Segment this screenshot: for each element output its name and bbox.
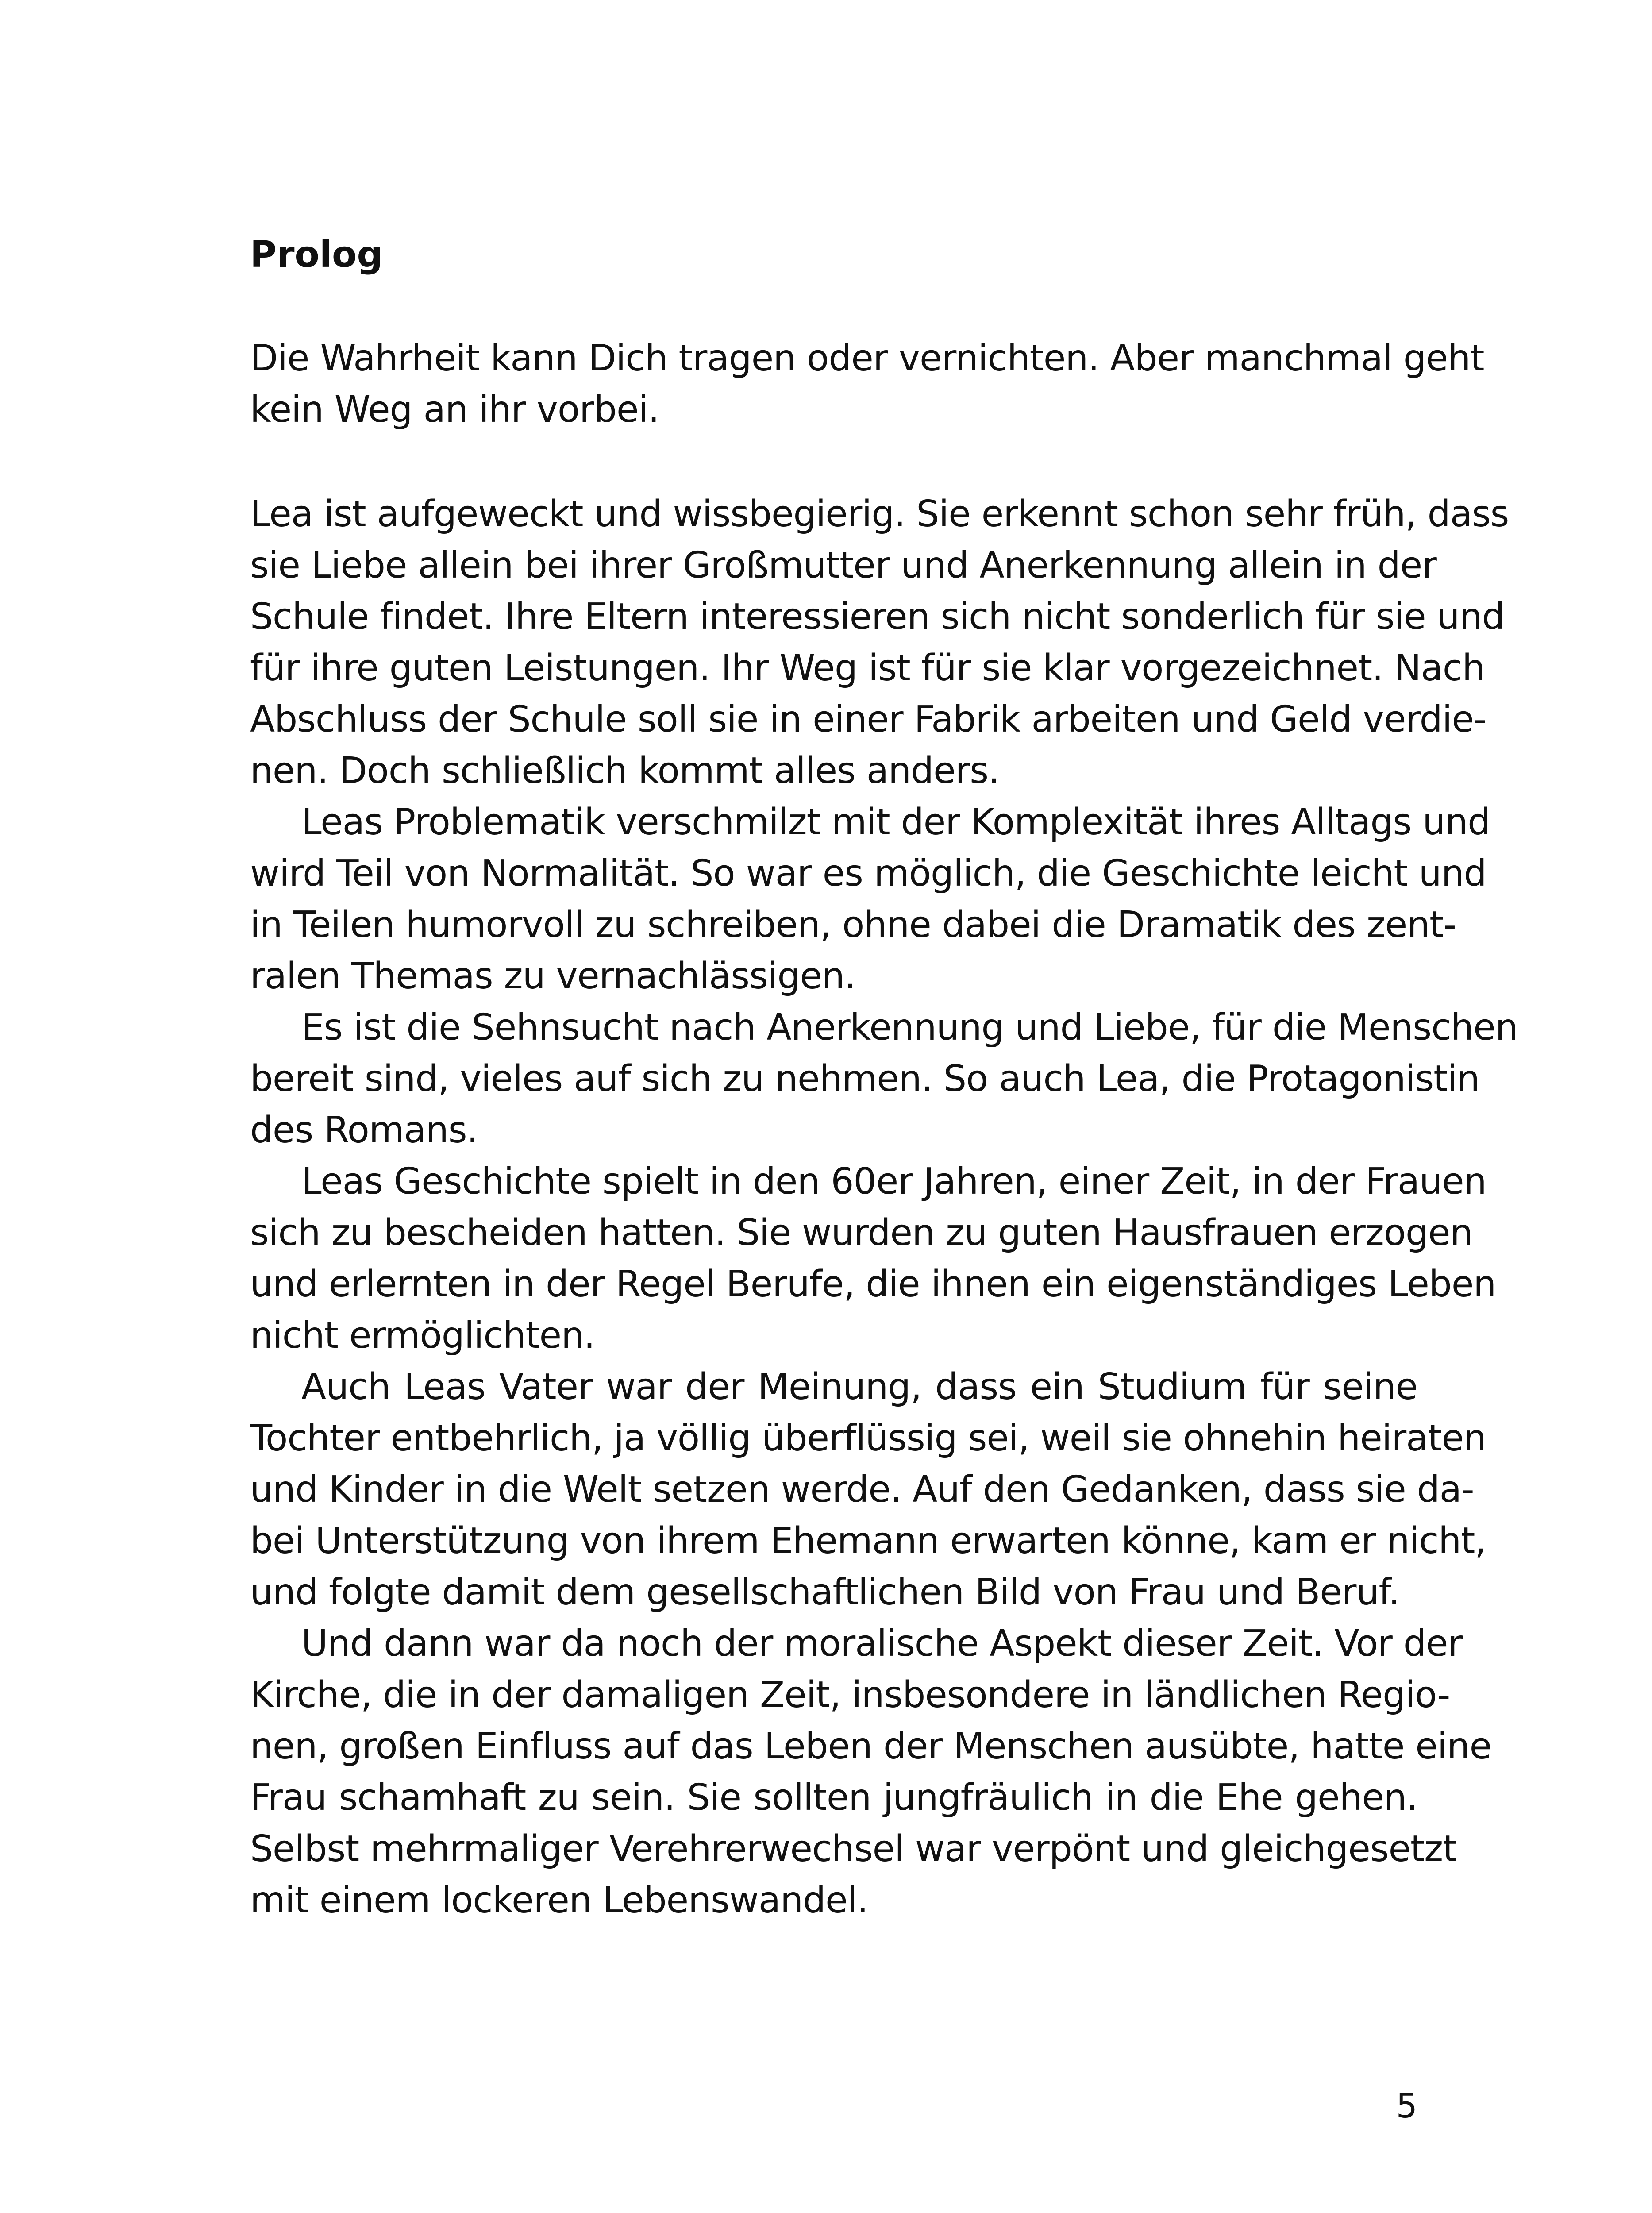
text-line: nicht ermöglichten. xyxy=(250,1315,595,1357)
text-line: Lea ist aufgeweckt und wissbegierig. Sie erkennt schon sehr früh, dass xyxy=(250,493,1509,535)
text-line: Schule findet. Ihre Eltern interessieren sich nicht sonderlich für sie und xyxy=(250,596,1505,638)
text-line: Und dann war da noch der moralische Aspekt dieser Zeit. Vor der xyxy=(301,1623,1463,1665)
text-line: Tochter entbehrlich, ja völlig überflüssig sei, weil sie ohnehin heiraten xyxy=(250,1417,1486,1459)
text-line: ralen Themas zu vernachlässigen. xyxy=(250,955,856,997)
text-line: Leas Geschichte spielt in den 60er Jahren, einer Zeit, in der Frauen xyxy=(301,1160,1486,1203)
intro-paragraph xyxy=(250,333,1484,436)
text-line: des Romans. xyxy=(250,1109,478,1151)
text-line: nen, großen Einfluss auf das Leben der Menschen ausübte, hatte eine xyxy=(250,1725,1492,1767)
chapter-heading: Prolog xyxy=(250,234,383,276)
text-line: und erlernten in der Regel Berufe, die ihnen ein eigenständiges Leben xyxy=(250,1263,1496,1305)
text-line: und folgte damit dem gesellschaftlichen Bild von Frau und Beruf. xyxy=(250,1571,1400,1613)
text-line: bei Unterstützung von ihrem Ehemann erwarten könne, kam er nicht, xyxy=(250,1520,1486,1562)
text-line: Auch Leas Vater war der Meinung, dass ein Studium für seine xyxy=(301,1366,1417,1408)
page-number: 5 xyxy=(1396,2086,1417,2125)
text-line: kein Weg an ihr vorbei. xyxy=(250,389,659,431)
text-line: Selbst mehrmaliger Verehrerwechsel war verpönt und gleichgesetzt xyxy=(250,1828,1457,1870)
text-line: nen. Doch schließlich kommt alles anders. xyxy=(250,750,1000,792)
text-line: Abschluss der Schule soll sie in einer Fabrik arbeiten und Geld verdie- xyxy=(250,698,1486,740)
text-line: bereit sind, vieles auf sich zu nehmen. So auch Lea, die Protagonistin xyxy=(250,1058,1480,1100)
text-line: sich zu bescheiden hatten. Sie wurden zu guten Hausfrauen erzogen xyxy=(250,1212,1473,1254)
text-line: Leas Problematik verschmilzt mit der Komplexität ihres Alltags und xyxy=(301,801,1490,843)
text-line: wird Teil von Normalität. So war es möglich, die Geschichte leicht und xyxy=(250,852,1486,894)
text-line: mit einem lockeren Lebenswandel. xyxy=(250,1879,868,1921)
text-line: Es ist die Sehnsucht nach Anerkennung und Liebe, für die Menschen xyxy=(301,1006,1518,1049)
text-line: Die Wahrheit kann Dich tragen oder vernichten. Aber manchmal geht xyxy=(250,337,1484,379)
text-line: Kirche, die in der damaligen Zeit, insbesondere in ländlichen Regio- xyxy=(250,1674,1450,1716)
text-line: sie Liebe allein bei ihrer Großmutter und Anerkennung allein in der xyxy=(250,544,1436,586)
text-line: und Kinder in die Welt setzen werde. Auf den Gedanken, dass sie da- xyxy=(250,1469,1474,1511)
text-line: für ihre guten Leistungen. Ihr Weg ist für sie klar vorgezeichnet. Nach xyxy=(250,647,1485,689)
body-text xyxy=(250,489,1518,1926)
text-line: Frau schamhaft zu sein. Sie sollten jungfräulich in die Ehe gehen. xyxy=(250,1777,1417,1819)
text-line: in Teilen humorvoll zu schreiben, ohne dabei die Dramatik des zent- xyxy=(250,904,1456,946)
